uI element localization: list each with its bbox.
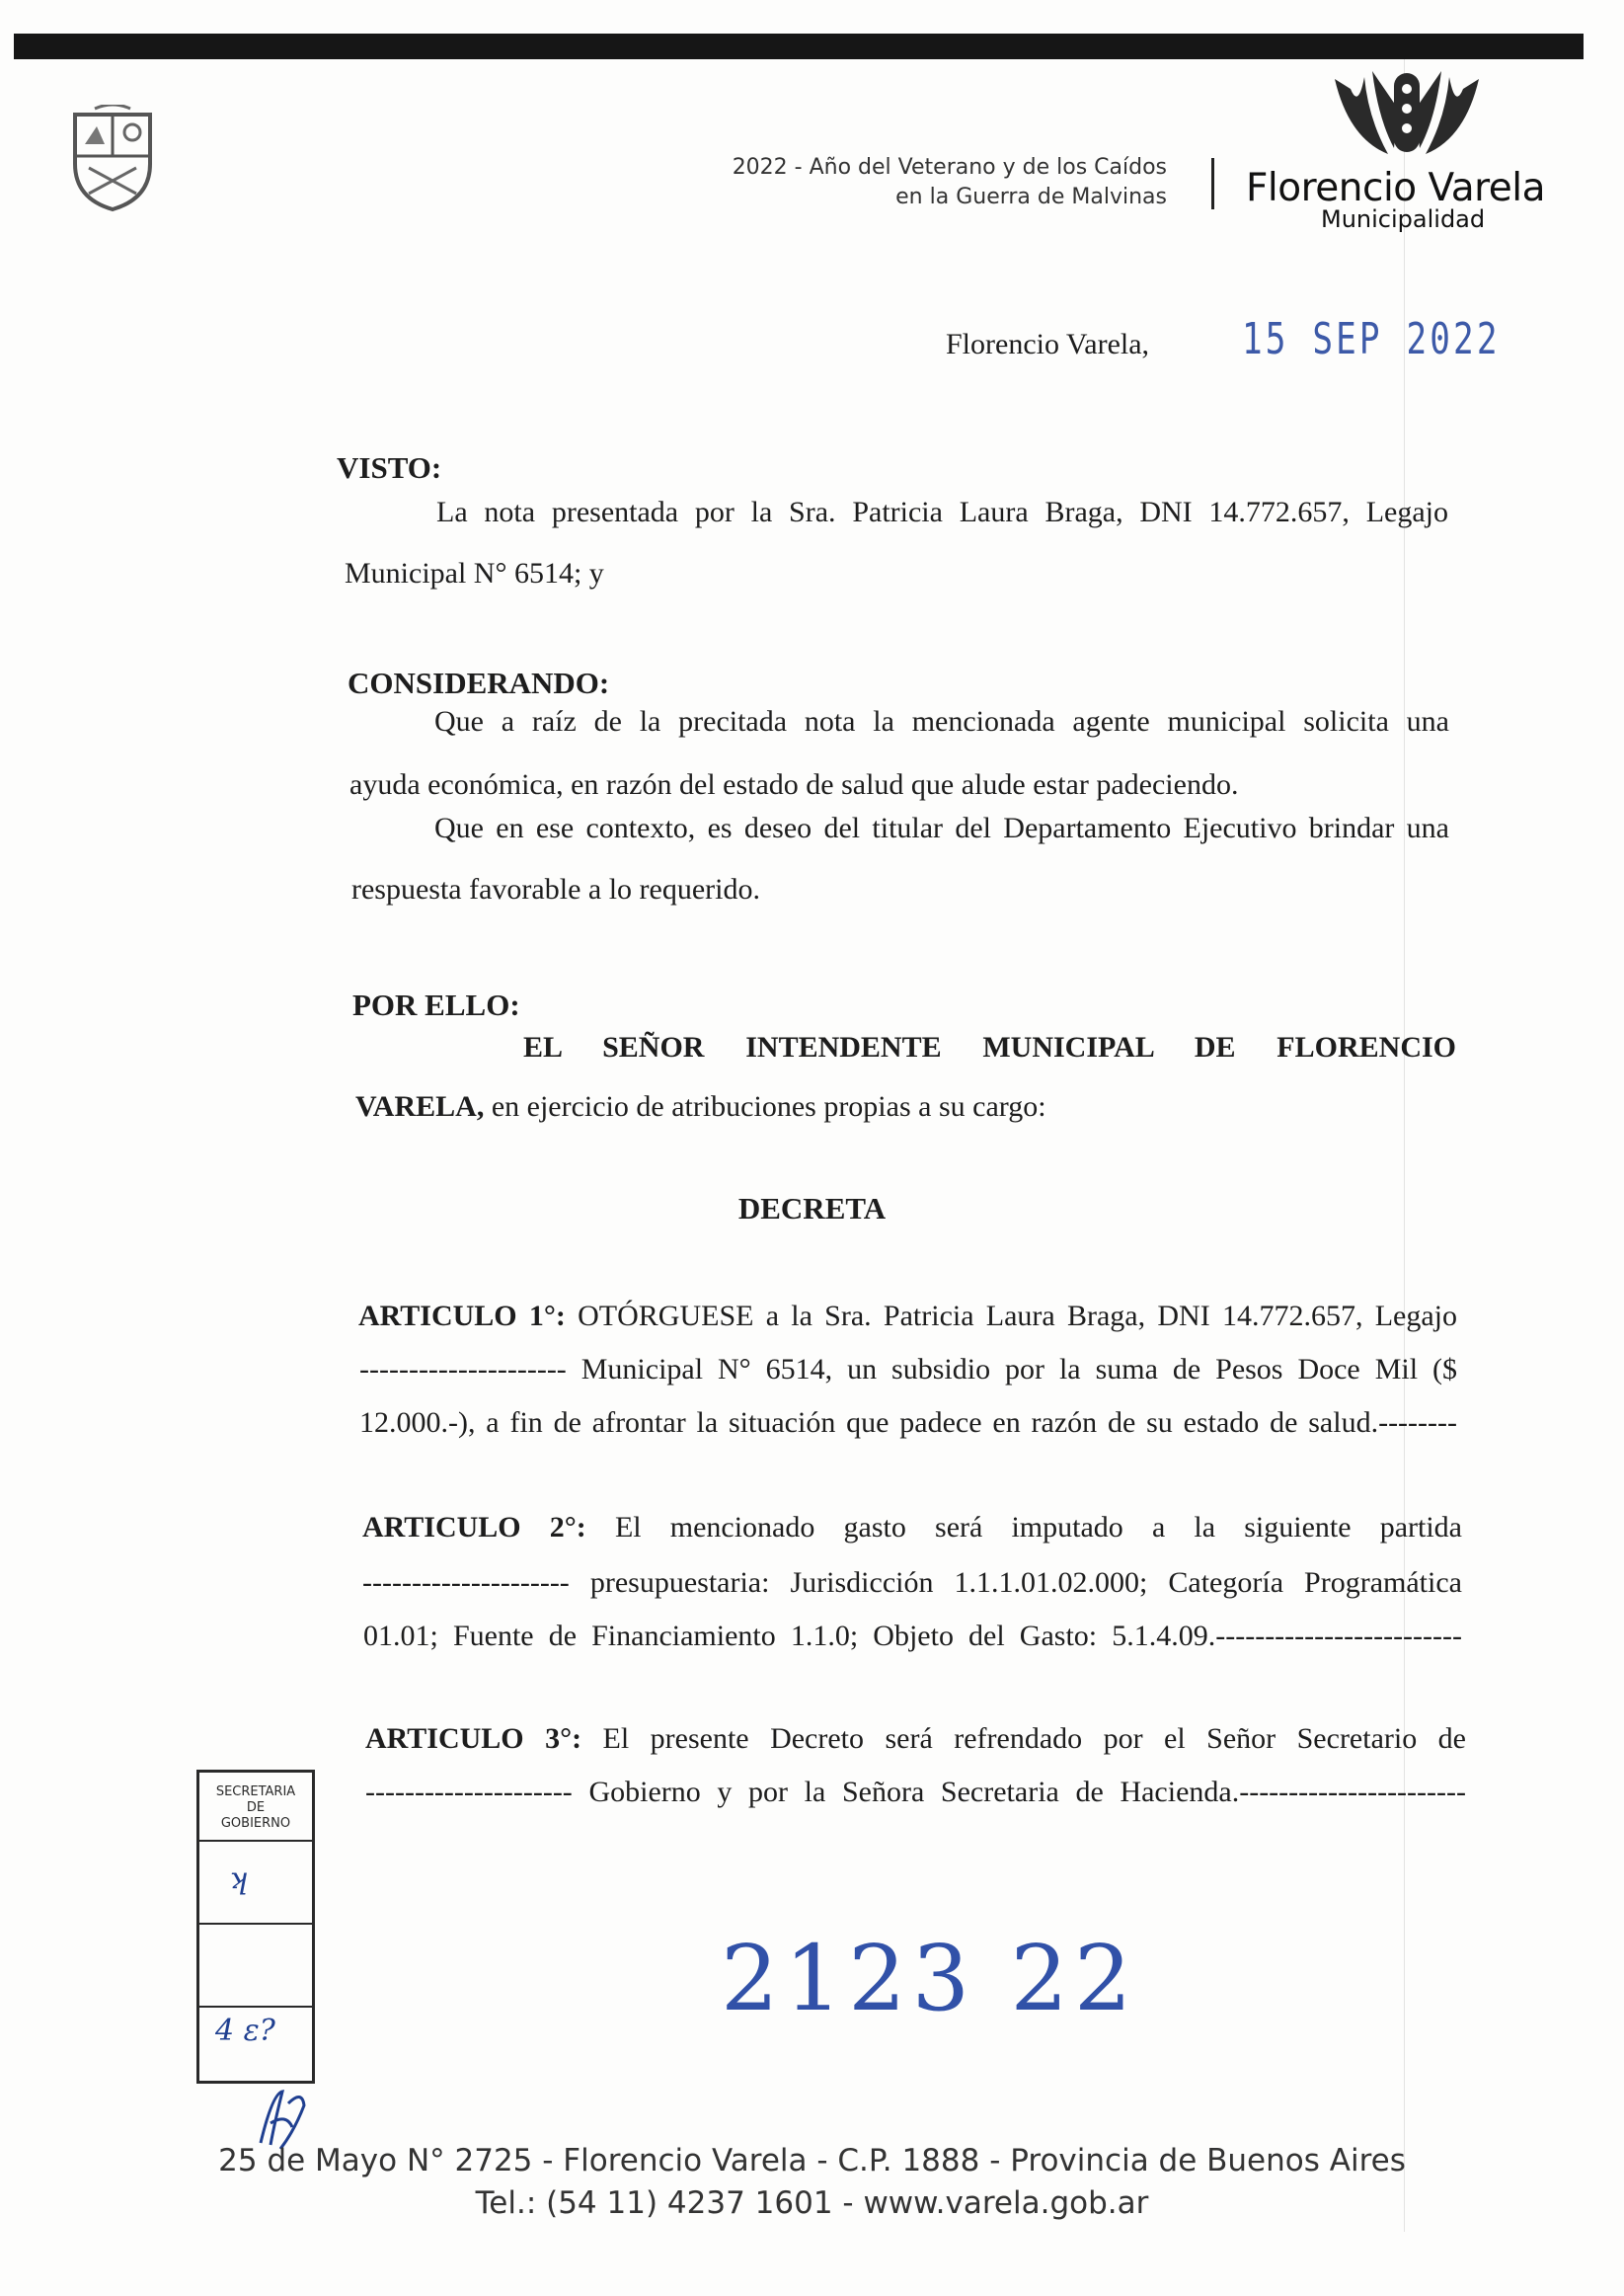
header-separator (1211, 158, 1214, 209)
article-1-line-2 (359, 1353, 1457, 1386)
por-ello-line-2-rest: en ejercicio de atribuciones propias a su cargo: (484, 1090, 1046, 1123)
stamp-cell-1 (199, 1840, 312, 1923)
footer-address: 25 de Mayo N° 2725 - Florencio Varela - C.P. 1888 - Provincia de Buenos Aires (218, 2143, 1406, 2178)
stamp-line-3: GOBIERNO (220, 1816, 291, 1831)
article-1-text-1: OTÓRGUESE a la Sra. Patricia Laura Braga, DNI 14.772.657, Legajo (565, 1300, 1457, 1332)
article-2-text-2: presupuestaria: Jurisdicción 1.1.1.01.02.000; Categoría Programática (569, 1566, 1462, 1599)
article-2-line-3: 01.01; Fuente de Financiamiento 1.1.0; Objeto del Gasto: 5.1.4.09.------------------------- (363, 1620, 1462, 1652)
article-2-dash: --------------------- (362, 1566, 570, 1599)
article-2-line-2 (362, 1566, 1462, 1600)
brand-name: Florencio Varela (1246, 166, 1546, 210)
stamp-header (199, 1773, 312, 1832)
motto-line-1: 2022 - Año del Veterano y de los Caídos (732, 155, 1167, 180)
considerando-p1-line-1: Que a raíz de la precitada nota la mencionada agente municipal solicita una (434, 705, 1449, 738)
motto-line-2: en la Guerra de Malvinas (895, 185, 1167, 209)
article-3-label: ARTICULO 3°: (365, 1722, 582, 1755)
stamp-initials: ʞ (229, 1861, 248, 1896)
por-ello-varela: VARELA, (355, 1090, 485, 1123)
stamp-line-1: SECRETARIA (215, 1784, 296, 1799)
article-3-line-1 (365, 1722, 1466, 1756)
stamp-cell-2 (199, 1923, 312, 2006)
article-1-line-3: 12.000.-), a fin de afrontar la situación que padece en razón de su estado de salud.-------- (359, 1406, 1457, 1439)
article-3-text-1: El presente Decreto será refrendado por el Señor Secretario de (581, 1722, 1466, 1755)
article-1-label: ARTICULO 1°: (358, 1300, 566, 1332)
por-ello-heading: POR ELLO: (352, 988, 520, 1022)
article-1-text-2: Municipal N° 6514, un subsidio por la suma de Pesos Doce Mil ($ (566, 1353, 1457, 1386)
visto-heading: VISTO: (337, 450, 442, 485)
article-2-label: ARTICULO 2°: (362, 1511, 586, 1544)
article-1-line-1 (358, 1300, 1457, 1333)
por-ello-line-2 (355, 1090, 1046, 1124)
article-2-text-1: El mencionado gasto será imputado a la siguiente partida (585, 1511, 1462, 1544)
date-stamp: 15 SEP 2022 (1242, 314, 1501, 364)
visto-line-1: La nota presentada por la Sra. Patricia Laura Braga, DNI 14.772.657, Legajo (436, 496, 1448, 528)
article-3-line-2 (365, 1776, 1466, 1809)
municipal-crest-icon (65, 105, 160, 213)
considerando-p2-line-1: Que en ese contexto, es deseo del titular del Departamento Ejecutivo brindar una (434, 812, 1449, 844)
year-motto (592, 153, 1167, 212)
stamp-line-2: DE (246, 1800, 266, 1815)
brand-subtitle: Municipalidad (1321, 205, 1486, 233)
dateline-place: Florencio Varela, (946, 328, 1150, 360)
secretaria-gobierno-stamp (196, 1770, 315, 2084)
por-ello-line-1: EL SEÑOR INTENDENTE MUNICIPAL DE FLORENCIO (523, 1031, 1456, 1064)
page-fold-line (1404, 59, 1405, 2232)
florencio-varela-logo-icon (1329, 69, 1485, 168)
article-1-dash: --------------------- (359, 1353, 567, 1386)
article-3-text-2: Gobierno y por la Señora Secretaria de Hacienda.----------------------- (572, 1776, 1466, 1808)
visto-line-2: Municipal N° 6514; y (345, 557, 604, 590)
decreta-heading: DECRETA (737, 1191, 887, 1226)
decree-number-stamp: 2123 22 (721, 1926, 1138, 2031)
article-2-line-1 (362, 1511, 1462, 1544)
stamp-cell-3 (199, 2006, 312, 2057)
considerando-heading: CONSIDERANDO: (348, 666, 610, 700)
considerando-p2-line-2: respuesta favorable a lo requerido. (351, 873, 760, 906)
footer-contact: Tel.: (54 11) 4237 1601 - www.varela.gob.ar (475, 2185, 1149, 2221)
article-3-dash: --------------------- (365, 1776, 573, 1808)
considerando-p1-line-2: ayuda económica, en razón del estado de salud que alude estar padeciendo. (349, 768, 1239, 801)
top-black-bar (14, 34, 1584, 59)
stamp-number: 4 ɛ? (215, 2014, 275, 2048)
